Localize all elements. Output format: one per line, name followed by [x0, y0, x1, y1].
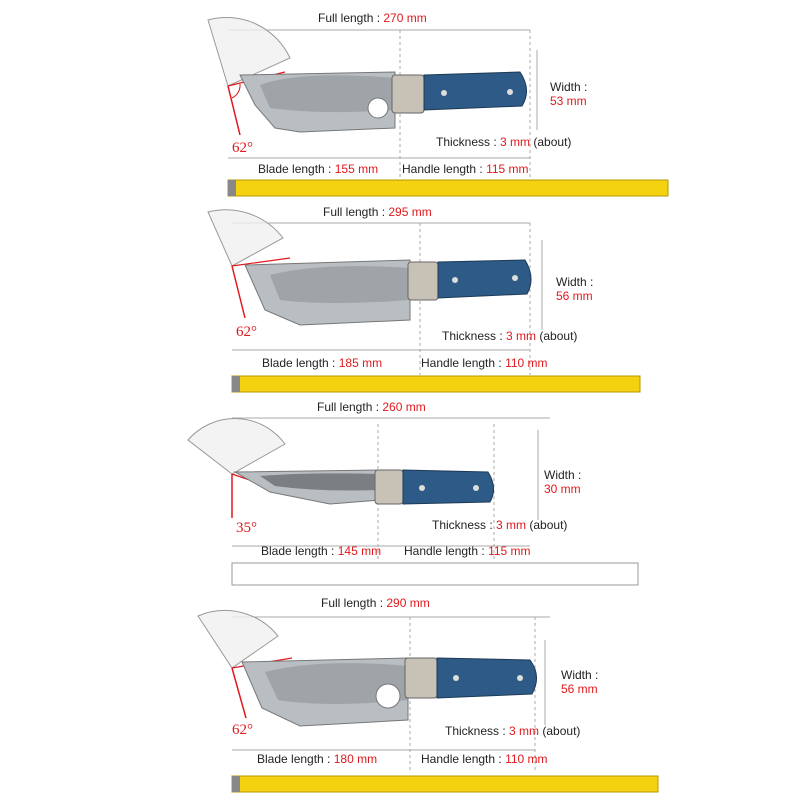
width-value: 56 mm: [561, 682, 598, 696]
thickness-value: 3 mm: [509, 724, 540, 738]
blade-length-value: 180 mm: [333, 752, 378, 766]
knife-panel-1: [0, 0, 800, 200]
width-caption: Width :: [544, 468, 582, 482]
about-note: (about): [542, 724, 581, 738]
blade-length-label-1: [258, 162, 378, 176]
blade-length-value: 155 mm: [334, 162, 379, 176]
blade-length-label-4: [257, 752, 377, 766]
about-note: (about): [533, 135, 572, 149]
angle-label-4: 62°: [232, 722, 253, 738]
angle-label-1: 62°: [232, 140, 253, 156]
about-note: (about): [529, 518, 568, 532]
handle-length-label-1: [402, 162, 529, 176]
handle-length-value: 110 mm: [505, 752, 548, 766]
thickness-value: 3 mm: [496, 518, 527, 532]
handle-length-caption: Handle length :: [421, 356, 506, 370]
blade-length-label-2: [262, 356, 382, 370]
angle-label-3: 35°: [236, 520, 257, 536]
full-length-value: 270 mm: [383, 11, 427, 25]
handle-length-caption: Handle length :: [404, 544, 489, 558]
handle-length-caption: Handle length :: [421, 752, 506, 766]
handle-length-label-4: [421, 752, 548, 766]
knife-illustration-1: [0, 0, 800, 200]
blade-length-caption: Blade length :: [262, 356, 339, 370]
thickness-label-3: [432, 518, 567, 532]
knife-panel-2: [0, 200, 800, 400]
blade-length-value: 185 mm: [338, 356, 383, 370]
angle-label-2: 62°: [236, 324, 257, 340]
handle-length-caption: Handle length :: [402, 162, 487, 176]
width-label-3: [544, 468, 581, 496]
knife-panel-4: [0, 596, 800, 800]
thickness-label-1: [436, 135, 571, 149]
knife-illustration-4: [0, 600, 800, 800]
width-value: 56 mm: [556, 289, 593, 303]
width-value: 53 mm: [550, 94, 587, 108]
full-length-value: 295 mm: [388, 205, 432, 219]
handle-length-label-2: [421, 356, 548, 370]
full-length-caption: Full length :: [317, 400, 383, 414]
thickness-value: 3 mm: [506, 329, 537, 343]
thickness-label-2: [442, 329, 577, 343]
full-length-caption: Full length :: [321, 596, 387, 610]
knife-illustration-2: [0, 200, 800, 400]
full-length-caption: Full length :: [323, 205, 389, 219]
knife-panel-3: [0, 400, 800, 600]
thickness-caption: Thickness :: [436, 135, 501, 149]
knife-illustration-3: [0, 400, 800, 600]
thickness-label-4: [445, 724, 580, 738]
blade-length-caption: Blade length :: [257, 752, 334, 766]
full-length-caption: Full length :: [318, 11, 384, 25]
full-length-label-1: [318, 11, 427, 25]
handle-length-label-3: [404, 544, 531, 558]
width-label-1: [550, 80, 587, 108]
width-label-4: [561, 668, 598, 696]
thickness-caption: Thickness :: [445, 724, 510, 738]
full-length-label-3: [317, 400, 426, 414]
handle-length-value: 115 mm: [486, 162, 529, 176]
width-caption: Width :: [550, 80, 588, 94]
width-caption: Width :: [556, 275, 594, 289]
full-length-value: 260 mm: [382, 400, 426, 414]
thickness-value: 3 mm: [500, 135, 531, 149]
handle-length-value: 110 mm: [505, 356, 548, 370]
blade-length-caption: Blade length :: [258, 162, 335, 176]
thickness-caption: Thickness :: [432, 518, 497, 532]
blade-length-value: 145 mm: [337, 544, 382, 558]
width-caption: Width :: [561, 668, 599, 682]
handle-length-value: 115 mm: [488, 544, 531, 558]
blade-length-label-3: [261, 544, 381, 558]
width-value: 30 mm: [544, 482, 581, 496]
full-length-label-4: [321, 596, 430, 610]
blade-length-caption: Blade length :: [261, 544, 338, 558]
thickness-caption: Thickness :: [442, 329, 507, 343]
full-length-value: 290 mm: [386, 596, 430, 610]
full-length-label-2: [323, 205, 432, 219]
width-label-2: [556, 275, 593, 303]
about-note: (about): [539, 329, 578, 343]
protractor-3: [188, 419, 285, 518]
